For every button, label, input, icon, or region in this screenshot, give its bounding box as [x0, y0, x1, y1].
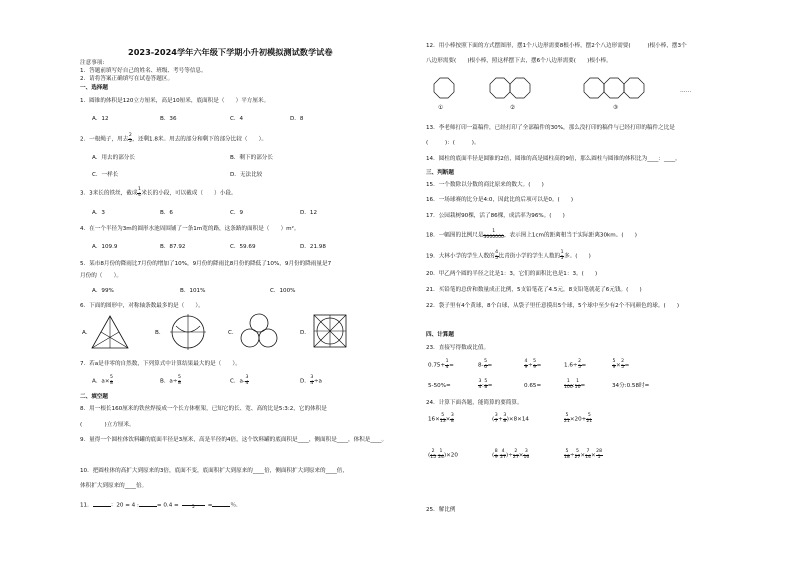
q23-item-9-frac-b: $\frac{1}{10}$ [574, 379, 581, 390]
q19-text-b: 比青街小学的学生人数的 [498, 253, 561, 260]
q11-text-b: ：20 = 4 : [110, 502, 139, 509]
q12-ellipsis: …… [680, 88, 692, 94]
q7-opt-b-fraction [178, 376, 182, 386]
q19-text-a: 19．大林小学的学生人数的 [426, 253, 495, 260]
q23-item-7-frac-a: $\frac{3}{4}$ [478, 379, 482, 390]
q11-fraction [182, 500, 205, 510]
q16-stem: 16．一场球赛的比分是4:0，因此比的后项可以是0。( ) [426, 197, 574, 203]
q19-frac2-den: 5 [560, 255, 564, 261]
q7-opt-a-fraction [110, 376, 114, 386]
note-item-1: 1．答题前填写好自己的姓名、班级、考号等信息。 [80, 68, 207, 74]
q11-blank-1[interactable] [93, 506, 111, 507]
q23-item-7: $\frac{3}{4}$ : $\frac{5}{8}$ = [478, 379, 493, 390]
q24-item-3: $\frac{5}{21}$ ×20+ $\frac{5}{21}$ [564, 413, 593, 424]
q23-item-1: 0.75+ $\frac{1}{4}$ = [428, 359, 454, 370]
q11-blank-3[interactable] [212, 506, 230, 507]
q1-opt-b: B．36 [160, 116, 177, 122]
q5-stem-2: 月份的（ ）。 [80, 273, 122, 279]
q7-opt-b [160, 376, 181, 386]
q24-item-5: ( $\frac{8}{9}$ - $\frac{4}{27}$ )÷ $\frac{2}{27}$ × $\frac{3}{16}$ [492, 449, 530, 460]
q23-item-2-frac: $\frac{5}{6}$ [484, 359, 488, 370]
q11-frac-den: 5 [191, 504, 195, 510]
q8-stem-1: 8．用一根长160厘米的铁丝焊接成一个长方体框架，已知它的长、宽、高的比是5:3:2，它的体积是 [80, 406, 327, 412]
q14-stem: 14．圆柱的底面半径是圆锥的2倍，圆锥的高是圆柱高的9倍，那么圆柱与圆锥的体积比为____：____。 [426, 156, 681, 162]
q19-frac1-num: 4 [495, 250, 499, 255]
q24-item-1: 16× $\frac{5}{13}$ × $\frac{3}{8}$ [428, 413, 454, 424]
q7-opt-c-den: 4 [245, 380, 249, 386]
q11-blank-2[interactable] [139, 506, 157, 507]
exam-title: 2023-2024学年六年级下学期小升初模拟测试数学试卷 [128, 47, 333, 57]
q2-opt-c: C．一样长 [92, 172, 119, 178]
q19-frac1-den: 5 [495, 255, 499, 261]
q23-item-5-frac-b: $\frac{2}{5}$ [621, 359, 625, 370]
q6-opt-b: B． [155, 330, 165, 336]
q7-opt-d-num: 3 [310, 375, 314, 380]
q2-text-b: ，还剩1.8米。用去的部分和剩下的部分比较（ ）。 [132, 136, 268, 143]
q22-stem: 22．袋子里有4个黄球，8个白球，从袋子里任意摸出5个球，5个球中至少有2个不同颜色的球。( ) [426, 303, 680, 309]
q23-item-2-text: 8- [478, 362, 484, 369]
q3-opt-b: B．6 [160, 210, 173, 216]
q5-opt-b: B．101% [180, 288, 206, 294]
q2-frac-num: 2 [128, 133, 132, 138]
q7-stem: 7．若a是非零的自然数，下列算式中计算结果最大的是（ ）。 [80, 361, 241, 367]
q18-frac-den: 3000000 [483, 234, 504, 240]
q2-opt-d: D．无法比较 [230, 172, 263, 178]
q7-opt-b-den: 8 [178, 380, 181, 386]
q19-frac2-num: 1 [560, 250, 564, 255]
q7-opt-d-label: D． [300, 378, 310, 385]
q23-item-7-frac-b: $\frac{5}{8}$ [484, 379, 488, 390]
q7-opt-d-den: 4 [310, 380, 314, 386]
q3-text-b: 米长的小段，可以截成（ ）小段。 [141, 190, 237, 197]
section-calc: 四、计算题 [426, 332, 454, 338]
q2-opt-a: A．用去的部分长 [92, 155, 135, 161]
q23-item-3-frac-a: $\frac{4}{9}$ [524, 359, 528, 370]
q6-opt-d: D． [300, 330, 310, 336]
q23-item-1-text: 0.75+ [428, 362, 446, 369]
section-choice: 一、选择题 [80, 85, 108, 91]
q5-stem-1: 5．某市8月份的降雨比7月份的增加了10%，9月份的降雨比8月份的降低了10%，9月份的降雨量是7 [80, 261, 332, 267]
q23-item-9-frac-a: $\frac{1}{100}$ [564, 379, 573, 390]
q23-item-9: $\frac{1}{100}$ : $\frac{1}{10}$ = [564, 379, 586, 390]
q23-item-2: 8- $\frac{5}{6}$ = [478, 359, 493, 370]
q1-opt-d: D．8 [290, 116, 304, 122]
notes-heading: 注意事项: [80, 60, 105, 66]
q23-item-8: 0.65= [524, 383, 542, 389]
q23-item-4-frac: $\frac{2}{5}$ [578, 359, 582, 370]
q5-opt-a: A．99% [92, 288, 114, 294]
q7-opt-c [230, 376, 249, 386]
q1-opt-c: C．4 [230, 116, 244, 122]
q19-stem [426, 251, 591, 261]
q6-opt-c: C． [228, 330, 238, 336]
q23-item-5-text: × [615, 362, 621, 369]
q2-frac-den: 5 [128, 138, 132, 144]
q23-item-5-frac-a: $\frac{5}{9}$ [612, 359, 616, 370]
circle-cross-figure-icon [166, 312, 210, 352]
q17-stem: 17．公园栽树90棵，活了86棵，成活率为96%。( ) [426, 213, 565, 219]
q12-label-1: ① [438, 105, 444, 111]
q3-opt-c: C．9 [230, 210, 244, 216]
q18-frac-num: 1 [483, 230, 503, 236]
q10-stem-1: 10．把圆柱体的高扩大到原来的3倍，底面不变，底面积扩大到原来的____倍，侧面积扩大到原来的____倍， [80, 468, 348, 474]
square-circle-figure-icon [310, 313, 350, 349]
q8-stem-2: ( )立方厘米。 [80, 422, 135, 428]
q11-text-e: = [207, 502, 213, 509]
q7-opt-a-den: 8 [110, 380, 113, 386]
q23-item-3-frac-b: $\frac{5}{9}$ [533, 359, 537, 370]
q3-opt-d: D．12 [300, 210, 318, 216]
q18-text-a: 18．一幅图的比例尺是 [426, 232, 484, 239]
q13-stem-1: 13．李老师打印一篇稿件，已经打印了全部稿件的30%，那么没打印的稿件与已经打印的稿件之比是 [426, 125, 675, 131]
q3-opt-a: A．3 [92, 210, 105, 216]
q7-opt-a-label: A．a× [92, 378, 110, 385]
q24-item-6: $\frac{5}{18}$ ÷ $\frac{5}{27}$ × $\frac{7}{14}$ × $\frac{28}{5}$ [564, 449, 602, 460]
q11-stem [80, 500, 242, 510]
q23-item-5: $\frac{5}{9}$ × $\frac{2}{5}$ = [612, 359, 630, 370]
note-item-2: 2．请将答案正确填写在试卷答题区。 [80, 76, 174, 82]
q7-opt-b-num: 5 [178, 375, 181, 380]
q7-opt-c-label: C．a- [230, 378, 245, 385]
q4-stem: 4．在一个半径为3m的圆形水池周围铺了一条1m宽的路，这条路的面积是（ ）m²。 [80, 226, 300, 232]
q4-opt-b: B．87.92 [160, 244, 186, 250]
section-fill: 二、填空题 [80, 394, 108, 400]
q3-text-a: 3．3米长的铁丝，截成 [80, 190, 138, 197]
q12-stem-2: 八边形需要( )根小棒，照这样摆下去，摆6个八边形需要( )根小棒。 [426, 58, 612, 64]
q7-opt-b-label: B．a÷ [160, 378, 178, 385]
q18-stem [426, 230, 637, 240]
q2-opt-b: B．剩下的部分长 [230, 155, 273, 161]
q6-opt-a: A． [82, 330, 92, 336]
q24-stem: 24．计算下面各题，能简算的要简算。 [426, 400, 523, 406]
q23-item-6: 5-50%= [428, 383, 451, 389]
q7-opt-a-num: 5 [110, 375, 113, 380]
q23-item-3: $\frac{4}{9}$ ÷ $\frac{5}{9}$ = [524, 359, 542, 370]
q3-frac-num: 1 [137, 187, 141, 192]
q9-stem: 9．量得一个圆柱体饮料罐的底面半径是3厘米，高是半径的4倍，这个饮料罐的底面积是____，侧面积是____，体积是____。 [80, 437, 388, 443]
q12-label-3: ③ [613, 105, 619, 111]
q2-stem [80, 134, 267, 144]
q7-opt-c-fraction [245, 376, 249, 386]
q7-opt-d-tail: ÷a [313, 378, 322, 385]
q23-item-4-text: 1.6÷ [564, 362, 578, 369]
q24-item-2: ( $\frac{3}{7}$ + $\frac{3}{8}$ )×8×14 [492, 413, 529, 424]
q23-item-1-frac: $\frac{1}{4}$ [445, 359, 449, 370]
q7-opt-a [92, 376, 113, 386]
q4-opt-a: A．109.9 [92, 244, 118, 250]
q23-item-3-text: ÷ [527, 362, 533, 369]
q11-number: 11． [80, 502, 93, 509]
q4-opt-c: C．59.69 [230, 244, 256, 250]
q12-label-2: ② [510, 105, 516, 111]
q25-stem: 25．解比例 [426, 507, 456, 513]
q4-opt-d: D．21.98 [300, 244, 326, 250]
q1-opt-a: A．12 [92, 116, 109, 122]
section-judge: 三、判断题 [426, 170, 454, 176]
q6-stem: 6．下面的图形中，对称轴条数最多的是（ ）。 [80, 303, 204, 309]
q1-stem: 1．圆锥的体积是120立方厘米，高是10厘米，底面积是（ ）平方厘米。 [80, 98, 270, 104]
q7-opt-d [300, 376, 322, 386]
q3-frac-den: 4 [137, 192, 141, 198]
q12-stem-1: 12．用小棒按照下面的方式摆图形，摆1个八边形需要8根小棒，摆2个八边形需要( )根小棒，摆3个 [426, 43, 687, 49]
q13-stem-2: ( )：( )。 [426, 140, 480, 146]
q21-stem: 21．买铅笔的总价和数量成正比例，5支铅笔花了4.5元，8支铅笔就花了6元钱。( ) [426, 287, 642, 293]
q18-fraction [483, 230, 503, 240]
q10-stem-2: 体积扩大到原来的____倍。 [80, 483, 148, 489]
q23-item-4: 1.6÷ $\frac{2}{5}$ = [564, 359, 587, 370]
octagon-pattern-figure-icon [430, 74, 720, 116]
q24-item-4: ( $\frac{2}{15}$ - $\frac{1}{24}$ )×20 [428, 449, 458, 460]
q20-stem: 20．甲乙两个圆的半径之比是1：3，它们的面积比也是1：3。( ) [426, 271, 598, 277]
q15-stem: 15．一个数除以分数的商比原来的数大。( ) [426, 182, 544, 188]
q3-stem [80, 188, 237, 198]
triangle-figure-icon [90, 314, 130, 350]
q2-text-a: 2．一根绳子，用去 [80, 136, 129, 143]
q23-item-10: 34分:0.58时= [612, 383, 650, 389]
q11-text-f: ％． [230, 502, 242, 509]
q11-text-c: = 0.4 = [156, 502, 179, 509]
q7-opt-c-num: 3 [245, 375, 249, 380]
q5-opt-c: C．100% [270, 288, 296, 294]
three-circles-figure-icon [237, 313, 281, 349]
q23-stem: 23．直接写得数或比值。 [426, 345, 490, 351]
q19-text-c: 多。( ) [564, 253, 591, 260]
q18-text-b: ，表示图上1cm的距离相当于实际距离30km。( ) [503, 232, 637, 239]
